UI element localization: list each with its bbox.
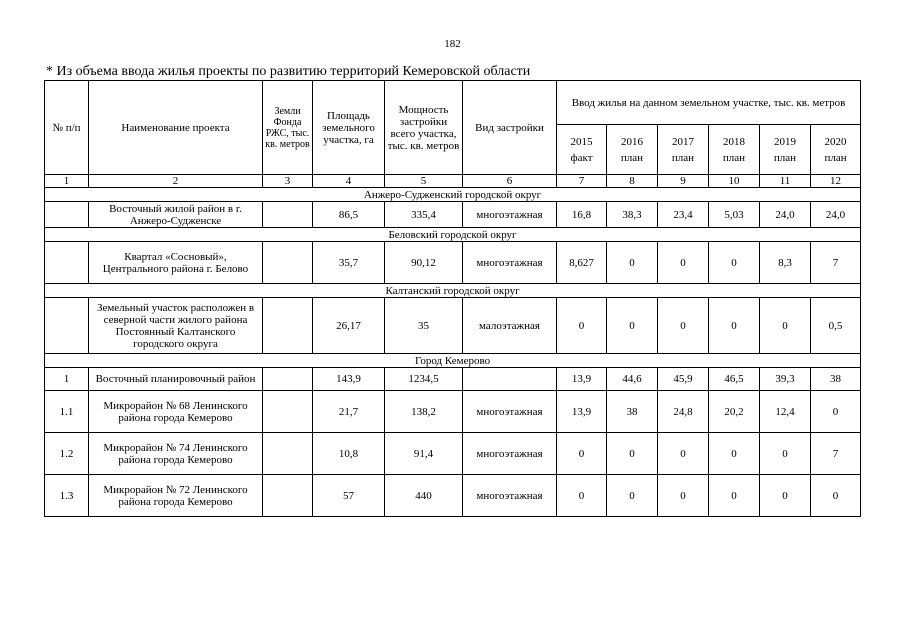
- row-capacity: 90,12: [385, 242, 463, 284]
- row-name: Квартал «Сосновый», Центрального района г. Белово: [89, 242, 263, 284]
- row-capacity: 35: [385, 298, 463, 354]
- row-value-2017: 0: [658, 298, 709, 354]
- column-index-4: 4: [313, 175, 385, 188]
- row-value-2017: 23,4: [658, 202, 709, 228]
- housing-projects-table: [44, 80, 861, 517]
- row-value-2016: 44,6: [607, 368, 658, 391]
- row-capacity: 138,2: [385, 391, 463, 433]
- table-row: [45, 391, 861, 433]
- row-value-2015: 0: [557, 298, 607, 354]
- row-type: [463, 368, 557, 391]
- region-header: Беловский городской округ: [45, 228, 861, 242]
- row-rzhs: [263, 391, 313, 433]
- row-value-2018: 0: [709, 475, 760, 517]
- row-value-2015: 0: [557, 475, 607, 517]
- row-value-2020: 0: [811, 391, 861, 433]
- row-value-2020: 7: [811, 433, 861, 475]
- column-index-12: 12: [811, 175, 861, 188]
- header-type: Вид застройки: [463, 81, 557, 175]
- table-row: [45, 242, 861, 284]
- row-rzhs: [263, 242, 313, 284]
- row-rzhs: [263, 433, 313, 475]
- row-num: 1.2: [45, 433, 89, 475]
- row-num: [45, 242, 89, 284]
- row-capacity: 1234,5: [385, 368, 463, 391]
- row-rzhs: [263, 202, 313, 228]
- row-value-2020: 24,0: [811, 202, 861, 228]
- row-value-2015: 13,9: [557, 368, 607, 391]
- row-value-2019: 0: [760, 298, 811, 354]
- row-area: 86,5: [313, 202, 385, 228]
- row-value-2015: 16,8: [557, 202, 607, 228]
- row-value-2019: 24,0: [760, 202, 811, 228]
- row-name: Восточный планировочный район: [89, 368, 263, 391]
- row-rzhs: [263, 475, 313, 517]
- row-value-2018: 0: [709, 433, 760, 475]
- row-value-2017: 24,8: [658, 391, 709, 433]
- row-capacity: 335,4: [385, 202, 463, 228]
- column-index-1: 1: [45, 175, 89, 188]
- header-year-2017: 2017 план: [658, 125, 709, 175]
- row-value-2016: 0: [607, 433, 658, 475]
- row-num: [45, 298, 89, 354]
- row-value-2015: 13,9: [557, 391, 607, 433]
- region-header: Калтанский городской округ: [45, 284, 861, 298]
- table-row: [45, 202, 861, 228]
- row-type: многоэтажная: [463, 242, 557, 284]
- row-value-2017: 0: [658, 475, 709, 517]
- row-value-2019: 0: [760, 475, 811, 517]
- row-value-2016: 0: [607, 475, 658, 517]
- row-type: малоэтажная: [463, 298, 557, 354]
- page-number: 182: [444, 38, 461, 50]
- row-rzhs: [263, 368, 313, 391]
- header-capacity: Мощность застройки всего участка, тыс. кв. метров: [385, 81, 463, 175]
- column-index-2: 2: [89, 175, 263, 188]
- header-year-2015: 2015 факт: [557, 125, 607, 175]
- table-caption: * Из объема ввода жилья проекты по развитию территорий Кемеровской области: [46, 64, 531, 79]
- row-rzhs: [263, 298, 313, 354]
- row-value-2020: 0,5: [811, 298, 861, 354]
- row-value-2015: 0: [557, 433, 607, 475]
- row-type: многоэтажная: [463, 202, 557, 228]
- row-value-2019: 8,3: [760, 242, 811, 284]
- table-row: [45, 433, 861, 475]
- header-area: Площадь земельного участка, га: [313, 81, 385, 175]
- row-area: 57: [313, 475, 385, 517]
- row-num: 1.1: [45, 391, 89, 433]
- header-name: Наименование проекта: [89, 81, 263, 175]
- column-index-5: 5: [385, 175, 463, 188]
- row-value-2017: 0: [658, 433, 709, 475]
- row-area: 143,9: [313, 368, 385, 391]
- row-name: Микрорайон № 72 Ленинского района города Кемерово: [89, 475, 263, 517]
- header-num: № п/п: [45, 81, 89, 175]
- column-index-11: 11: [760, 175, 811, 188]
- table-row: [45, 368, 861, 391]
- header-year-2016: 2016 план: [607, 125, 658, 175]
- row-value-2015: 8,627: [557, 242, 607, 284]
- row-value-2017: 0: [658, 242, 709, 284]
- row-type: многоэтажная: [463, 433, 557, 475]
- row-value-2020: 38: [811, 368, 861, 391]
- column-index-10: 10: [709, 175, 760, 188]
- row-area: 10,8: [313, 433, 385, 475]
- row-value-2018: 5,03: [709, 202, 760, 228]
- row-value-2019: 12,4: [760, 391, 811, 433]
- column-index-9: 9: [658, 175, 709, 188]
- row-area: 21,7: [313, 391, 385, 433]
- row-value-2016: 0: [607, 242, 658, 284]
- row-type: многоэтажная: [463, 391, 557, 433]
- row-value-2016: 38: [607, 391, 658, 433]
- row-name: Микрорайон № 74 Ленинского района города Кемерово: [89, 433, 263, 475]
- column-index-3: 3: [263, 175, 313, 188]
- row-name: Восточный жилой район в г. Анжеро-Судженске: [89, 202, 263, 228]
- row-type: многоэтажная: [463, 475, 557, 517]
- region-header: Анжеро-Судженский городской округ: [45, 188, 861, 202]
- row-area: 26,17: [313, 298, 385, 354]
- table-row: [45, 475, 861, 517]
- row-value-2018: 0: [709, 242, 760, 284]
- row-value-2019: 0: [760, 433, 811, 475]
- row-value-2016: 0: [607, 298, 658, 354]
- row-num: 1: [45, 368, 89, 391]
- row-num: 1.3: [45, 475, 89, 517]
- row-value-2018: 46,5: [709, 368, 760, 391]
- row-capacity: 91,4: [385, 433, 463, 475]
- column-index-7: 7: [557, 175, 607, 188]
- row-area: 35,7: [313, 242, 385, 284]
- row-value-2020: 0: [811, 475, 861, 517]
- row-value-2020: 7: [811, 242, 861, 284]
- column-index-8: 8: [607, 175, 658, 188]
- row-value-2018: 20,2: [709, 391, 760, 433]
- row-value-2018: 0: [709, 298, 760, 354]
- header-year-2018: 2018 план: [709, 125, 760, 175]
- row-name: Земельный участок расположен в северной части жилого района Постоянный Калтанского городского округа: [89, 298, 263, 354]
- table-row: [45, 298, 861, 354]
- header-rzhs: Земли Фонда РЖС, тыс. кв. метров: [263, 81, 313, 175]
- row-value-2016: 38,3: [607, 202, 658, 228]
- row-value-2017: 45,9: [658, 368, 709, 391]
- row-num: [45, 202, 89, 228]
- region-header: Город Кемерово: [45, 354, 861, 368]
- column-index-6: 6: [463, 175, 557, 188]
- row-value-2019: 39,3: [760, 368, 811, 391]
- header-year-2020: 2020 план: [811, 125, 861, 175]
- row-name: Микрорайон № 68 Ленинского района города Кемерово: [89, 391, 263, 433]
- header-year-2019: 2019 план: [760, 125, 811, 175]
- header-input: Ввод жилья на данном земельном участке, тыс. кв. метров: [557, 81, 861, 125]
- row-capacity: 440: [385, 475, 463, 517]
